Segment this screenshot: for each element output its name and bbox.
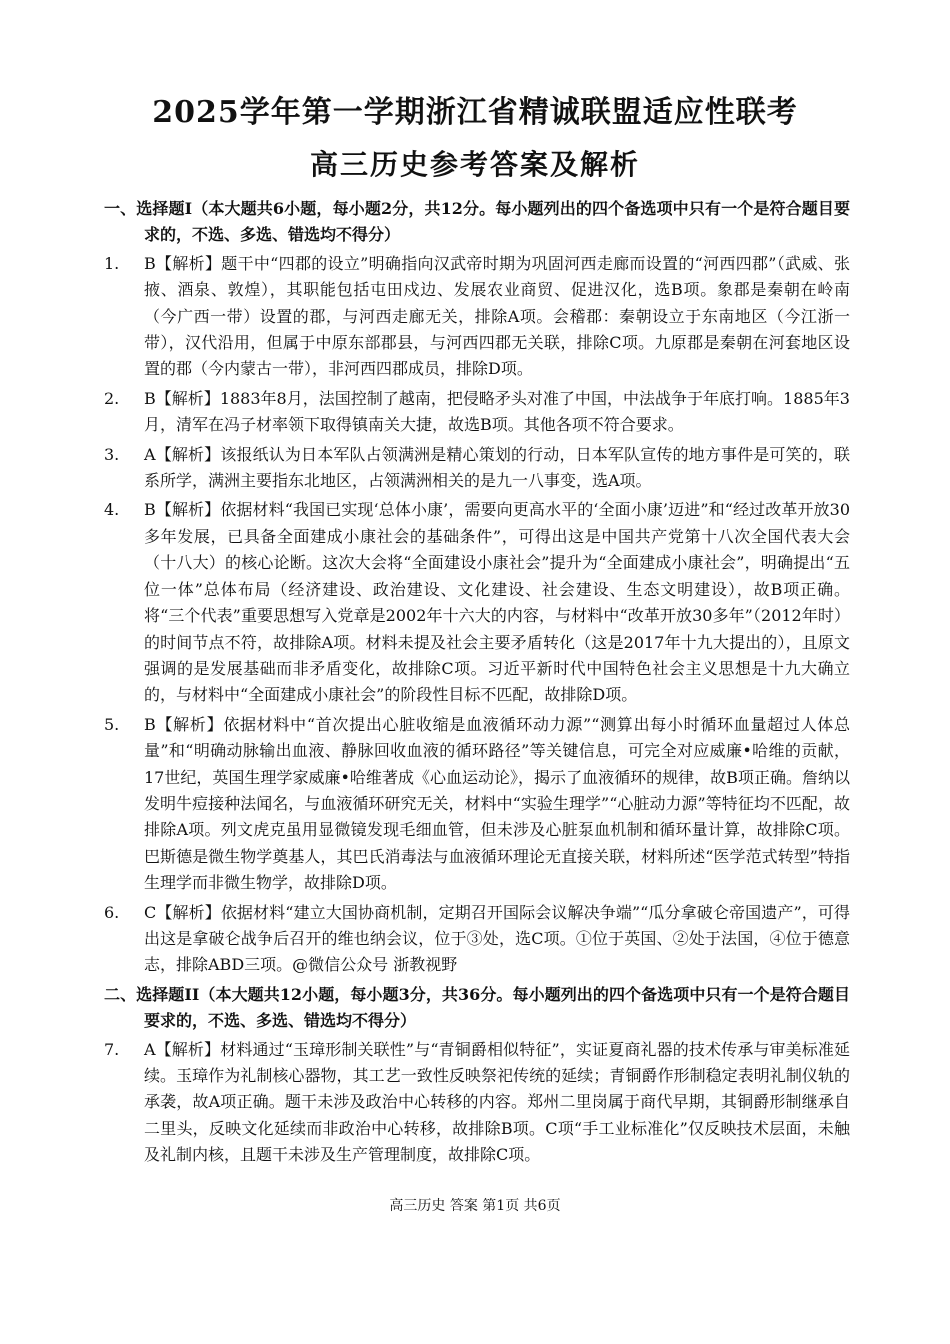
answer-label: A【解析】 <box>144 444 221 464</box>
document-body <box>104 196 850 1172</box>
page-footer: 高三历史 答案 第1页 共6页 <box>389 1198 561 1214</box>
explanation-text: 依据材料“我国已实现‘总体小康’，需要向更高水平的‘全面小康’迈进”和“经过改革开放30多年发展，已具备全面建成小康社会的基础条件”，可得出这是中国共产党第十八次全国代表大会（十八大）的核心论断。这次大会将“全面建设小康社会”提升为“全面建成小康社会”，明确提出“五位一体”总体布局（经济建设、政治建设、文化建设、社会建设、生态文明建设），故B项正确。将“三个代表”重要思想写入党章是2002年十六大的内容，与材料中“改革开放30多年”（2012年时）的时间节点不符，故排除A项。材料未提及社会主要矛盾转化（这是2017年十九大提出的），且原文强调的是发展基础而非矛盾变化，故排除C项。习近平新时代中国特色社会主义思想是十九大确立的，与材料中“全面建成小康社会”的阶段性目标不匹配，故排除D项。 <box>144 500 850 705</box>
document-subtitle: 高三历史参考答案及解析 <box>309 148 640 181</box>
answer-label: B【解析】 <box>144 500 221 520</box>
section-heading-1: 一、选择题I（本大题共6小题，每小题2分，共12分。每小题列出的四个备选项中只有一个是符合题目要求的，不选、多选、错选均不得分） <box>104 199 850 245</box>
explanation-text: 题干中“四郡的设立”明确指向汉武帝时期为巩固河西走廊而设置的“河西四郡”（武威、张掖、酒泉、敦煌），其职能包括屯田戍边、发展农业商贸、促进汉化，选B项。象郡是秦朝在岭南（今广西一带）设置的郡，与河西走廊无关，排除A项。会稽郡：秦朝设立于东南地区（今江浙一带），汉代沿用，但属于中原东部郡县，与河西四郡无关联，排除C项。九原郡是秦朝在河套地区设置的郡（今内蒙古一带），非河西四郡成员，排除D项。 <box>144 253 850 379</box>
item-body <box>144 251 850 383</box>
explanation-text: 材料通过“玉璋形制关联性”与“青铜爵相似特征”，实证夏商礼器的技术传承与审美标准延续。玉璋作为礼制核心器物，其工艺一致性反映祭祀传统的延续；青铜爵作形制稳定表明礼制仪轨的承袭，故A项正确。题干未涉及政治中心转移的内容。郑州二里岗属于商代早期，其铜爵形制继承自二里头，反映文化延续而非政治中心转移，故排除B项。C项“手工业标准化”仅反映技术层面，未触及礼制内核，且题干未涉及生产管理制度，故排除C项。 <box>144 1039 850 1165</box>
answer-item-3 <box>104 442 850 495</box>
answer-item-2 <box>104 386 850 439</box>
item-number: 3. <box>104 444 120 464</box>
answer-item-6 <box>104 900 850 979</box>
answer-label: A【解析】 <box>144 1039 221 1059</box>
document-title: 2025学年第一学期浙江省精诚联盟适应性联考 <box>152 95 798 130</box>
item-number: 2. <box>104 388 120 408</box>
answer-item-7 <box>104 1037 850 1169</box>
item-body <box>144 442 850 495</box>
item-body <box>144 712 850 897</box>
explanation-text: 1883年8月，法国控制了越南，把侵略矛头对准了中国，中法战争于年底打响。1885年3月，清军在冯子材率领下取得镇南关大捷，故选B项。其他各项不符合要求。 <box>144 388 850 435</box>
item-number: 1. <box>104 253 120 273</box>
item-number: 6. <box>104 902 120 922</box>
explanation-text: 依据材料中“首次提出心脏收缩是血液循环动力源”“测算出每小时循环血量超过人体总量”和“明确动脉输出血液、静脉回收血液的循环路径”等关键信息，可完全对应威廉•哈维的贡献，17世纪，英国生理学家威廉•哈维著成《心血运动论》，揭示了血液循环的规律，故B项正确。詹纳以发明牛痘接种法闻名，与血液循环研究无关，材料中“实验生理学”“心脏动力源”等特征均不匹配，故排除A项。列文虎克虽用显微镜发现毛细血管，但未涉及心脏泵血机制和循环量计算，故排除C项。巴斯德是微生物学奠基人，其巴氏消毒法与血液循环理论无直接关联，材料所述“医学范式转型”特指生理学而非微生物学，故排除D项。 <box>144 714 850 893</box>
item-body <box>144 386 850 439</box>
answer-label: B【解析】 <box>144 388 220 408</box>
item-body <box>144 1037 850 1169</box>
answer-item-1 <box>104 251 850 383</box>
section-heading-2: 二、选择题II（本大题共12小题，每小题3分，共36分。每小题列出的四个备选项中只有一个是符合题目要求的，不选、多选、错选均不得分） <box>104 984 850 1031</box>
answer-item-4 <box>104 497 850 708</box>
explanation-text: 该报纸认为日本军队占领满洲是精心策划的行动，日本军队宣传的地方事件是可笑的，联系所学，满洲主要指东北地区，占领满洲相关的是九一八事变，选A项。 <box>144 444 850 491</box>
answer-label: B【解析】 <box>144 714 224 734</box>
item-body <box>144 900 850 979</box>
answer-label: B【解析】 <box>144 253 222 273</box>
item-body <box>144 497 850 708</box>
answer-label: C【解析】 <box>144 902 221 922</box>
item-number: 7. <box>104 1039 120 1059</box>
explanation-text: 依据材料“建立大国协商机制，定期召开国际会议解决争端”“瓜分拿破仑帝国遗产”，可得出这是拿破仑战争后召开的维也纳会议，位于③处，选C项。①位于英国、②处于法国，④位于德意志，排除ABD三项。@微信公众号 浙教视野 <box>144 902 850 975</box>
item-number: 4. <box>104 500 120 520</box>
answer-item-5 <box>104 712 850 897</box>
item-number: 5. <box>104 714 120 734</box>
